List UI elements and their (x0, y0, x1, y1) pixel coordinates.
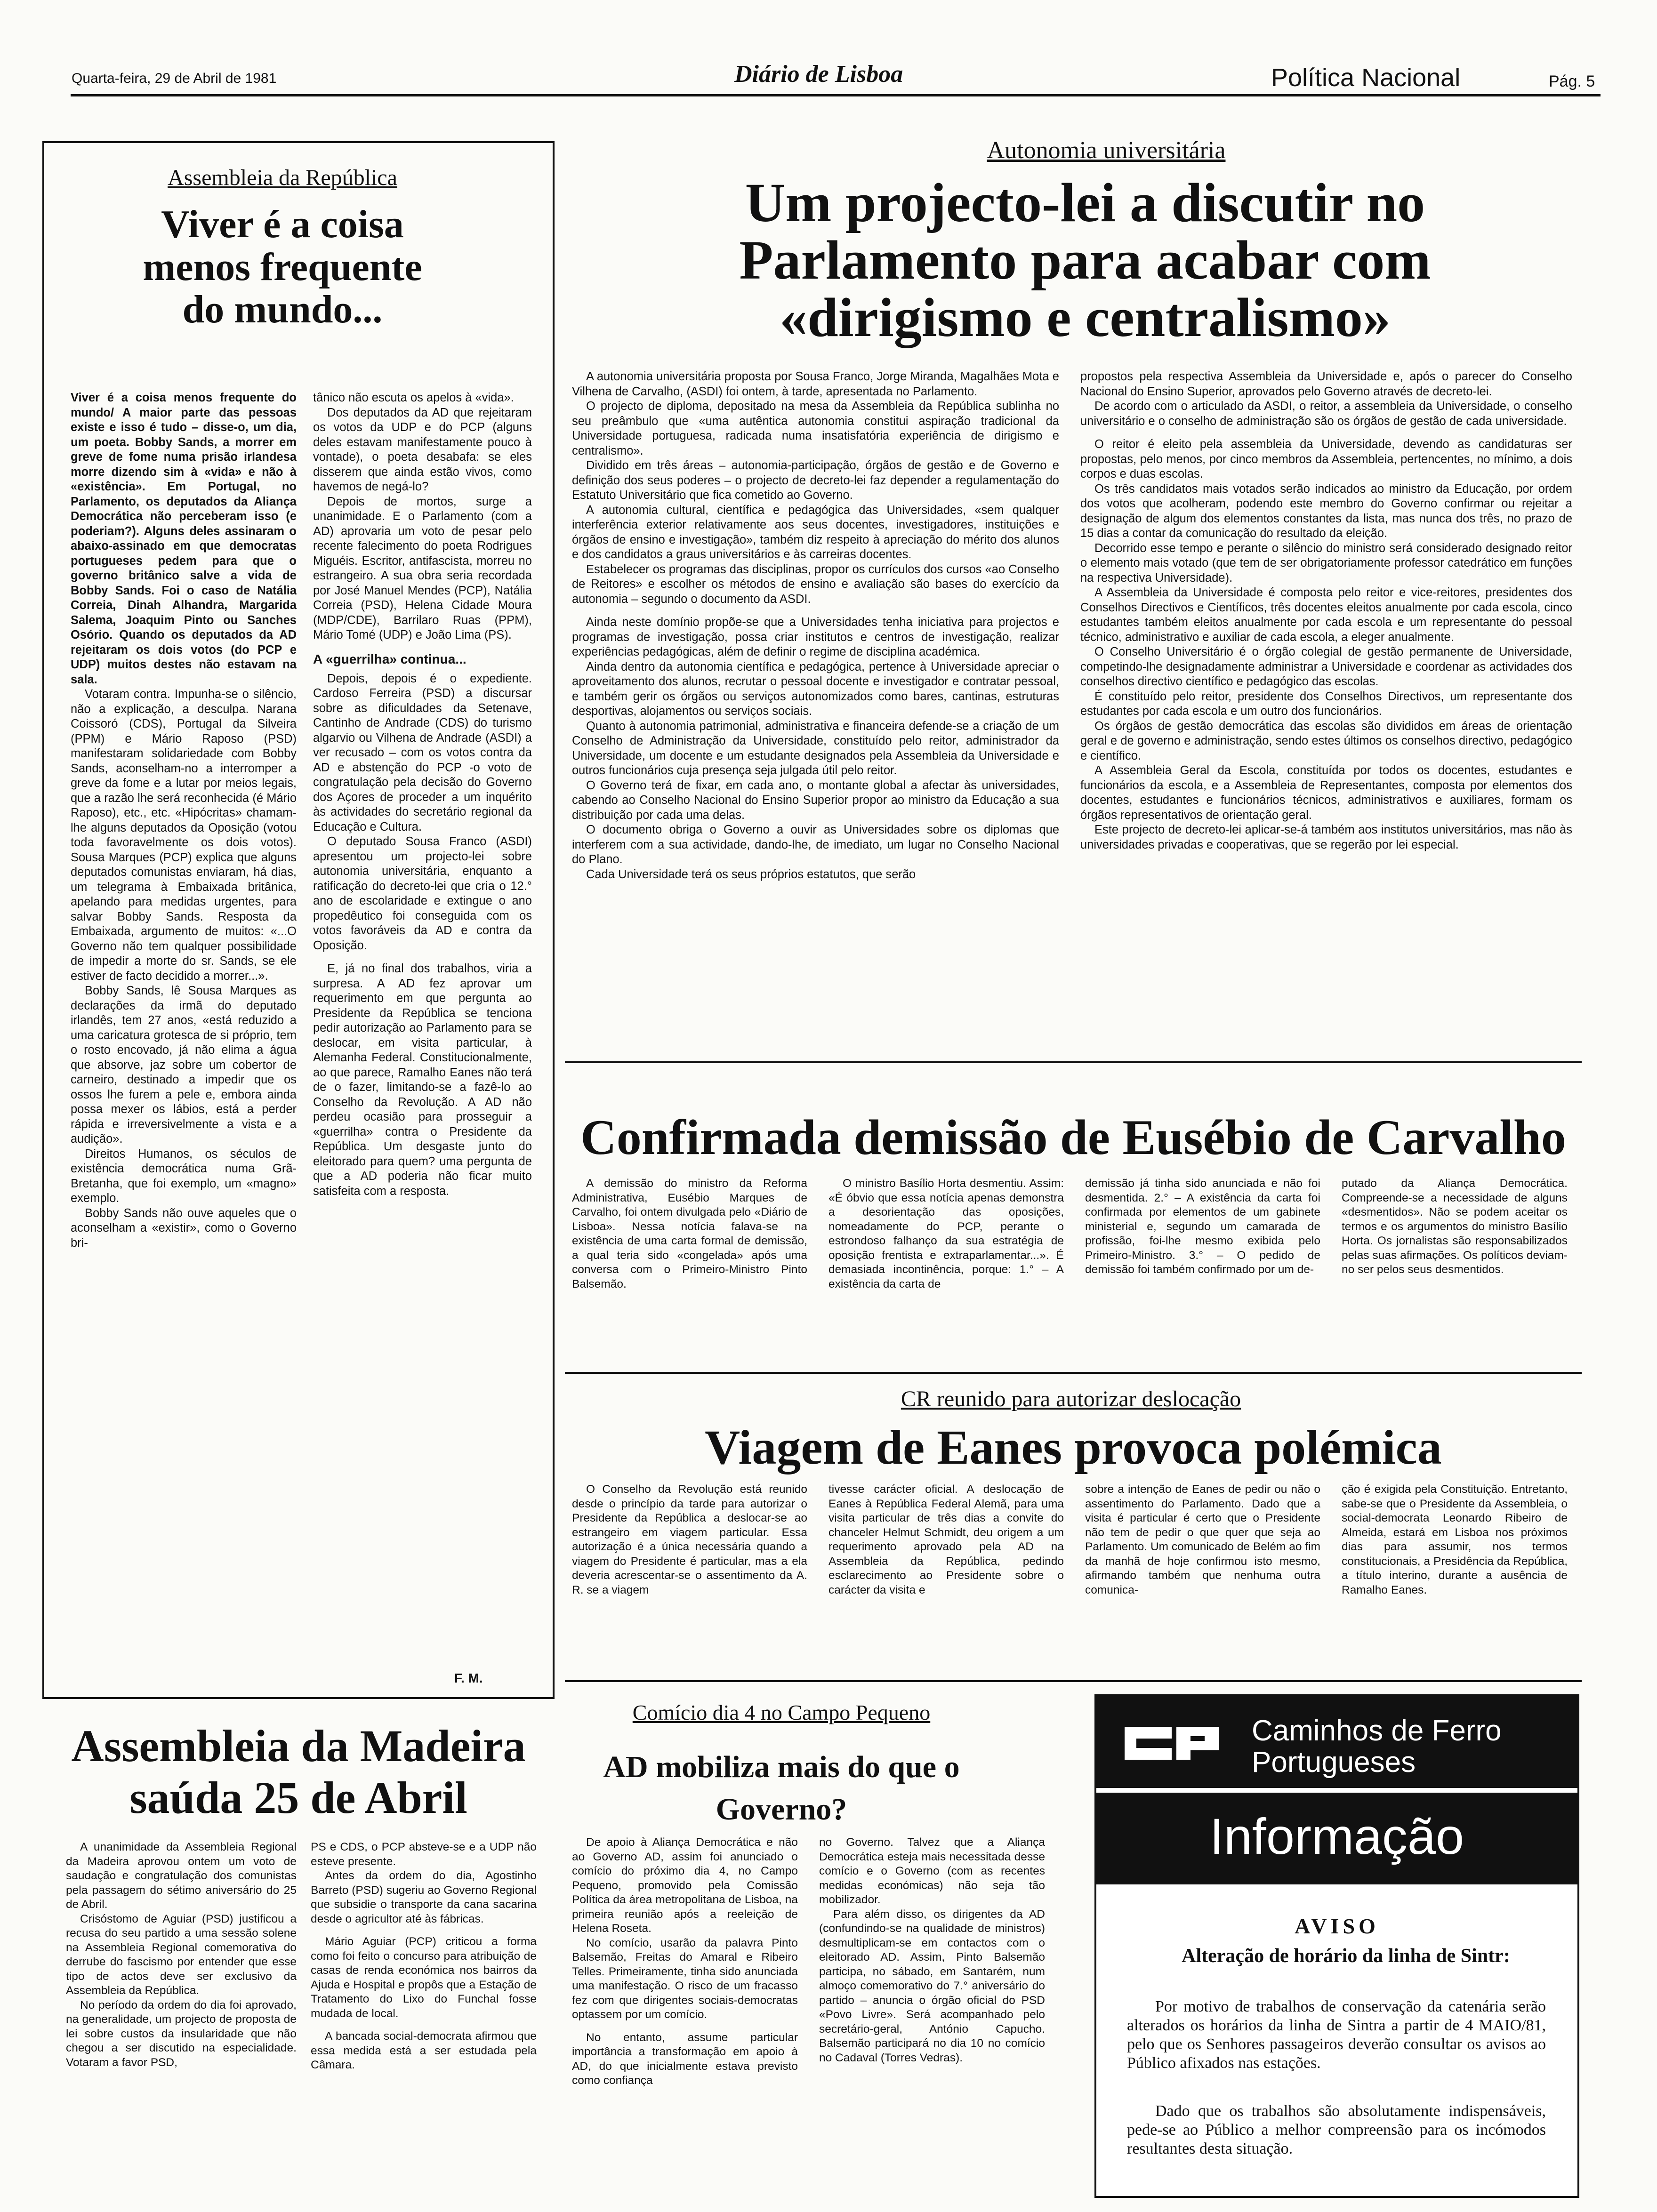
cp-advert (1094, 1694, 1579, 2198)
divider-2 (565, 1372, 1582, 1374)
cp-brand-line2: Portugueses (1252, 1746, 1416, 1779)
ad-headline: AD mobiliza mais do que o Governo? (603, 1750, 960, 1827)
eanes-col3: sobre a intenção de Eanes de pedir ou não o assentimento do Parlamento. Dado que a visita é particular é certo que o Presidente não tem de pedir o que quer que seja ao Parlamento. Um comunicado de Belém ao fim da manhã de hoje confirmou isto mesmo, afirmando também que nenhuma outra comunica- (1085, 1483, 1320, 1596)
eanes-kicker: CR reunido para autorizar deslocação (901, 1387, 1241, 1411)
cp-aviso-title: AVISO (1295, 1914, 1379, 1938)
ad-col2: no Governo. Talvez que a Aliança Democrática esteja mais necessitada desse comício e o Governo (com as recentes medidas económicas) não seja tão mobilizador. Para além disso, os dirigentes da AD (confundindo-se na qualidade de ministros) desmultiplicam-se em contactos com o eleitorado AD. Assim, Pinto Balsemão participa, no sábado, em Santarém, num almoço comemorativo do 7.° aniversário do partido – anuncia o órgão oficial do PSD «Povo Livre». Será acompanhado pelo secretário-geral, António Capucho. Balsemão participará no dia 10 no comício no Cadaval (Torres Vedras). (819, 1836, 1045, 2064)
cp-aviso-body1: Por motivo de trabalhos de conservação da catenária serão alterados os horários da linha de Sintra a partir de 4 MAIO/81, pelo que os Senhores passageiros deverão consultar os avisos ao Público afixados nas estações. (1127, 1998, 1546, 2072)
ad-kicker: Comício dia 4 no Campo Pequeno (632, 1700, 931, 1724)
page-number: Pág. 5 (1549, 72, 1595, 90)
eanes-col4: ção é exigida pela Constituição. Entretanto, sabe-se que o Presidente da Assembleia, o social-democrata Leonardo Ribeiro de Almeida, estará em Lisboa nos próximos dias para assumir, nos termos constitucionais, a Presidência da República, a título interino, durante a ausência de Ramalho Eanes. (1342, 1483, 1568, 1596)
eanes-col2: tivesse carácter oficial. A deslocação de Eanes à República Federal Alemã, para uma visita particular de três dias a convite do chanceler Helmut Schmidt, deu origem a um requerimento aprovado pela AD na Assembleia da República, pedindo esclarecimento ao Presidente sobre o carácter da visita e (828, 1483, 1064, 1596)
eusebio-headline: Confirmada demissão de Eusébio de Carvalho (580, 1110, 1566, 1165)
left-box-col2: tânico não escuta os apelos à «vida». Dos deputados da AD que rejeitaram os votos da UDP e do PCP (alguns deles estavam manifestamente pouco à vontade), o poeta desabafa: se eles disserem que ainda estão vivos, como havemos de negá-lo? Depois de mortos, surge a unanimidade. E o Parlamento (com a AD) aprovaria um voto de pesar pelo recente falecimento do poeta Rodrigues Miguéis. Escritor, antifascista, morreu no estrangeiro. A sua obra seria recordada por José Manuel Mendes (PCP), Natália Correia (PSD), Helena Cidade Moura (MDP/CDE), Barrilaro Ruas (PPM), Mário Tomé (UDP) e João Lima (PS). A «guerrilha» continua... Depois, depois é o expediente. Cardoso Ferreira (PSD) a discursar sobre as dificuldades da Setenave, Cantinho de Andrade (CDS) do turismo algarvio ou Vilhena de Andrade (ASDI) a ver recusado – com os votos contra da AD e abstenção do PCP -o voto de congratulação pela decisão do Governo dos Açores de proceder a um inquérito às actividades do secretário regional da Educação e Cultura. O deputado Sousa Franco (ASDI) apresentou um projecto-lei sobre autonomia universitária, enquanto a ratificação do decreto-lei que cria o 12.° ano de escolaridade e extingue o ano propedêutico foi conseguida com os votos favoráveis da AD e contra da Oposição. E, já no final dos trabalhos, viria a surpresa. A AD fez aprovar um requerimento em que pergunta ao Presidente da República se tenciona pedir autorização ao Parlamento para se deslocar, em visita particular, à Alemanha Federal. Constitucionalmente, ao que parece, Ramalho Eanes não terá de o fazer, limitando-se a fazê-lo ao Conselho da Revolução. A AD não perdeu ocasião para prosseguir a «guerrilha» contra o Presidente da República. Um desgaste junto do eleitorado para quem? uma pergunta de que a AD poderia não ficar muito satisfeita com a resposta. (313, 391, 532, 1198)
header-date: Quarta-feira, 29 de Abril de 1981 (72, 71, 277, 86)
cp-logo-icon (1115, 1717, 1228, 1769)
cp-info-title: Informação (1209, 1808, 1464, 1865)
left-box-signature: F. M. (454, 1671, 483, 1685)
divider-1 (565, 1061, 1582, 1063)
masthead: Diário de Lisboa (734, 61, 903, 88)
cp-aviso-body2: Dado que os trabalhos são absolutamente indispensáveis, pede-se ao Público a melhor compreensão para os incómodos resultantes desta situação. (1127, 2102, 1546, 2157)
univ-kicker: Autonomia universitária (987, 137, 1226, 164)
section-title: Política Nacional (1271, 64, 1461, 92)
header-rule (71, 94, 1601, 96)
left-box-kicker: Assembleia da República (168, 165, 397, 190)
eusebio-col2: O ministro Basílio Horta desmentiu. Assim: «É óbvio que essa notícia apenas demonstra a desorientação das oposições, nomeadamente do PCP, perante o estrondoso falhanço da sua estratégia de oposição frentista e extraparlamentar...». É demasiada incontinência, porque: 1.° – A existência da carta de (828, 1177, 1064, 1290)
eusebio-col4: putado da Aliança Democrática. Compreende-se a necessidade de alguns «desmentidos». Não se podem aceitar os termos e os argumentos do ministro Basílio Horta. Os jornalistas são responsabilizados pelas suas afirmações. Os políticos deviam-no ser pelos seus desmentidos. (1342, 1177, 1568, 1276)
madeira-headline: Assembleia da Madeira saúda 25 de Abril (71, 1721, 526, 1823)
cp-brand-line1: Caminhos de Ferro (1252, 1715, 1502, 1747)
univ-col1: A autonomia universitária proposta por Sousa Franco, Jorge Miranda, Magalhães Mota e Vilhena de Carvalho, (ASDI) foi ontem, à tarde, apresentada no Parlamento. O projecto de diploma, depositado na mesa da Assembleia da República sublinha no seu preâmbulo que «uma autêntica autonomia constitui aspiração tradicional da Universidade portuguesa, radicada numa insatisfatória experiência de dirigismo e centralismo». Dividido em três áreas – autonomia-participação, órgãos de gestão e de Governo e definição dos seus poderes – o projecto de decreto-lei faz depender a regulamentação do Estatuto Universitário que fica cometido ao Governo. A autonomia cultural, científica e pedagógica das Universidades, «sem qualquer interferência exterior relativamente aos seus docentes, investigadores, instituições e órgãos de ensino e investigação», também diz respeito à apreciação do mérito dos alunos e dos candidatos a graus universitários e às carreiras docentes. Estabelecer os programas das disciplinas, propor os currículos dos cursos «ao Conselho de Reitores» e escolher os métodos de ensino e avaliação são bases do exercício da autonomia – segundo o documento da ASDI. Ainda neste domínio propõe-se que a Universidades tenha iniciativa para projectos e programas de investigação, possa criar institutos e centros de investigação, realizar experiências pedagógicas, além de definir o regime de disciplina académica. Ainda dentro da autonomia científica e pedagógica, pertence à Universidade apreciar o aproveitamento dos alunos, recrutar o pessoal docente e investigador e contratar pessoal, e também gerir os órgãos ou serviços autonomizados como bares, cantinas, estruturas desportivas, alojamentos ou serviços sociais. Quanto à autonomia patrimonial, administrativa e financeira defende-se a criação de um Conselho de Administração da Universidade, constituído pelo reitor, administrador da Universidade, um docente e um estudante designados pela Assembleia da Universidade e outros funcionários cuja presença seja julgada útil pelo reitor. O Governo terá de fixar, em cada ano, o montante global a afectar às universidades, cabendo ao Conselho Nacional do Ensino Superior propor ao ministro da Educação a sua distribuição por cada uma delas. O documento obriga o Governo a ouvir as Universidades sobre os diplomas que interferem com a sua actividade, dando-lhe, de imediato, um lugar no Conselho Nacional do Plano. Cada Universidade terá os seus próprios estatutos, que serão (572, 370, 1059, 881)
divider-3 (565, 1680, 1582, 1682)
eanes-headline: Viagem de Eanes provoca polémica (705, 1420, 1442, 1475)
madeira-col1: A unanimidade da Assembleia Regional da Madeira aprovou ontem um voto de saudação e congratulação dos comunistas pela passagem do sétimo aniversário do 25 de Abril. Crisóstomo de Aguiar (PSD) justificou a recusa do seu partido a uma sessão solene na Assembleia Regional comemorativa do derrube do fascismo por entender que esse tipo de actos deve ser exclusivo da Assembleia da República. No período da ordem do dia foi aprovado, na generalidade, um projecto de proposta de lei sobre custos da insularidade que não chegou a ser discutido na especialidade. Votaram a favor PSD, (66, 1841, 297, 2069)
ad-col1: De apoio à Aliança Democrática e não ao Governo AD, assim foi anunciado o comício do próximo dia 4, no Campo Pequeno, promovido pela Comissão Política da área metropolitana de Lisboa, na primeira reunião após a reeleição de Helena Roseta. No comício, usarão da palavra Pinto Balsemão, Freitas do Amaral e Ribeiro Telles. Primeiramente, tinha sido anunciada uma manifestação. O risco de um fracasso fez com que dirigentes sociais-democratas optassem por um comício. No entanto, assume particular importância a transformação em apoio à AD, do que inicialmente estava previsto como confiança (572, 1836, 798, 2087)
eusebio-col1: A demissão do ministro da Reforma Administrativa, Eusébio Marques de Carvalho, foi ontem divulgada pelo «Diário de Lisboa». Nessa notícia falava-se na existência de uma carta formal de demissão, a qual teria sido «congelada» após uma conversa com o Primeiro-Ministro Pinto Balsemão. (572, 1177, 807, 1290)
left-box-subhead: A «guerrilha» continua... (313, 651, 467, 666)
univ-headline: Um projecto-lei a discutir no Parlamento para acabar com «dirigismo e centralismo» (739, 172, 1431, 348)
madeira-col2: PS e CDS, o PCP absteve-se e a UDP não esteve presente. Antes da ordem do dia, Agostinho Barreto (PSD) sugeriu ao Governo Regional que subsidie o transporte da cana sacarina desde o agricultor até às fábricas. Mário Aguiar (PCP) criticou a forma como foi feito o concurso para atribuição de casas de renda económica nos bairros da Ajuda e Hospital e propôs que a Estação de Tratamento do Lixo do Funchal fosse mudada de local. A bancada social-democrata afirmou que essa medida está a ser estudada pela Câmara. (311, 1841, 537, 2071)
left-box-col1: Viver é a coisa menos frequente do mundo/ A maior parte das pessoas existe e isso é tudo – disse-o, um dia, um poeta. Bobby Sands, a morrer em greve de fome numa prisão irlandesa morre dizendo sim à «vida» e não à «existência». Em Portugal, no Parlamento, os deputados da Aliança Democrática não perceberam isso (e poderiam?). Alguns deles assinaram o abaixo-assinado em que democratas portugueses pedem para que o governo britânico salve a vida de Bobby Sands. Foi o caso de Natália Correia, Dinah Alhandra, Margarida Salema, Joaquim Pinto ou Sanches Osório. Quando os deputados da AD rejeitaram os dois votos (do PCP e UDP) muitos destes não estavam na sala. Votaram contra. Impunha-se o silêncio, não a explicação, a desculpa. Narana Coissoró (CDS), Portugal da Silveira (PPM) e Mário Raposo (PSD) manifestaram solidariedade com Bobby Sands, aconselham-no a interromper a greve da fome e a lutar por meios legais, que a razão lhe será reconhecida (é Mário Raposo), etc., etc. «Hipócritas» chamam-lhe alguns deputados da Oposição (votou toda favoravelmente os dois votos). Sousa Marques (PCP) explica que alguns deputados comunistas enviaram, há dias, um telegrama à Embaixada britânica, apelando para medidas urgentes, para salvar Bobby Sands. Resposta da Embaixada, argumento de muitos: «...O Governo não tem qualquer possibilidade de impedir a morte do sr. Sands, se ele estiver de facto decidido a morrer...». Bobby Sands, lê Sousa Marques as declarações da irmã do deputado irlandês, tem 27 anos, «está reduzido a uma caricatura grotesca de si próprio, tem o rosto encovado, já não elima a água que absorve, jaz sobre um cobertor de carneiro, destinado a impedir que os ossos lhe furem a pele e, embora ainda possa mexer os lábios, está a perder rápida e irreversivelmente a vista e a audição». Direitos Humanos, os séculos de existência democrática numa Grã-Bretanha, que foi exemplo, um «magno» exemplo. Bobby Sands não ouve aqueles que o aconselham a «existir», como o Governo bri- (71, 391, 297, 1250)
eusebio-col3: demissão já tinha sido anunciada e não foi desmentida. 2.° – A existência da carta foi confirmada por elementos de um gabinete ministerial e, segundo um camarada de profissão, foi-lhe mesmo exibida pelo Primeiro-Ministro. 3.° – O pedido de demissão foi também confirmado por um de- (1085, 1177, 1320, 1276)
univ-col2: propostos pela respectiva Assembleia da Universidade e, após o parecer do Conselho Nacional do Ensino Superior, aprovados pelo Governo através de decreto-lei. De acordo com o articulado da ASDI, o reitor, a assembleia da Universidade, o conselho universitário e o conselho de administração são os órgãos de gestão de cada universidade. O reitor é eleito pela assembleia da Universidade, devendo as candidaturas ser propostas, pelo menos, por cinco membros da Assembleia, pertencentes, no mínimo, a dois corpos e duas escolas. Os três candidatos mais votados serão indicados ao ministro da Educação, por ordem dos votos que acolheram, podendo este membro do Governo confirmar ou rejeitar a designação de algum dos elementos constantes da lista, mas nunca dos três, no prazo de 15 dias a contar da comunicação do resultado da eleição. Decorrido esse tempo e perante o silêncio do ministro será considerado designado reitor o elemento mais votado (que tem de ser obrigatoriamente professor catedrático em funções na respectiva Universidade). A Assembleia da Universidade é composta pelo reitor e vice-reitores, presidentes dos Conselhos Directivos e Científicos, três docentes eleitos anualmente por cada escola, cinco estudantes também eleitos anualmente por cada escola e um representante do pessoal técnico, administrativo e auxiliar de cada escola, a eleger anualmente. O Conselho Universitário é o órgão colegial de gestão permanente de Universidade, competindo-lhe designadamente administrar a Universidade e coordenar as actividades dos conselhos directivo científico e pedagógico das escolas. É constituído pelo reitor, presidente dos Conselhos Directivos, um representante dos estudantes por cada escola e um outro dos funcionários. Os órgãos de gestão democrática das escolas são divididos em áreas de orientação geral e de governo e administração, sendo estes últimos os conselhos directivo, pedagógico e científico. A Assembleia Geral da Escola, constituída por todos os docentes, estudantes e funcionários da escola, e a Assembleia de Representantes, composta por elementos dos docentes, estudantes e funcionários técnicos, administrativos e auxiliares, formam os órgãos representativos de orientação geral. Este projecto de decreto-lei aplicar-se-á também aos institutos universitários, mas não às universidades privadas e cooperativas, que se regerão por lei especial. (1080, 370, 1572, 851)
eanes-col1: O Conselho da Revolução está reunido desde o princípio da tarde para autorizar o Presidente da República a deslocar-se ao estrangeiro em viagem particular. Essa autorização é a única necessária quando a viagem do Presidente é particular, mas a ela deveria acrescentar-se o assentimento da A. R. se a viagem (572, 1483, 807, 1596)
cp-aviso-subtitle: Alteração de horário da linha de Sintr: (1182, 1945, 1510, 1967)
left-box-headline: Viver é a coisa menos frequente do mundo... (143, 202, 422, 332)
